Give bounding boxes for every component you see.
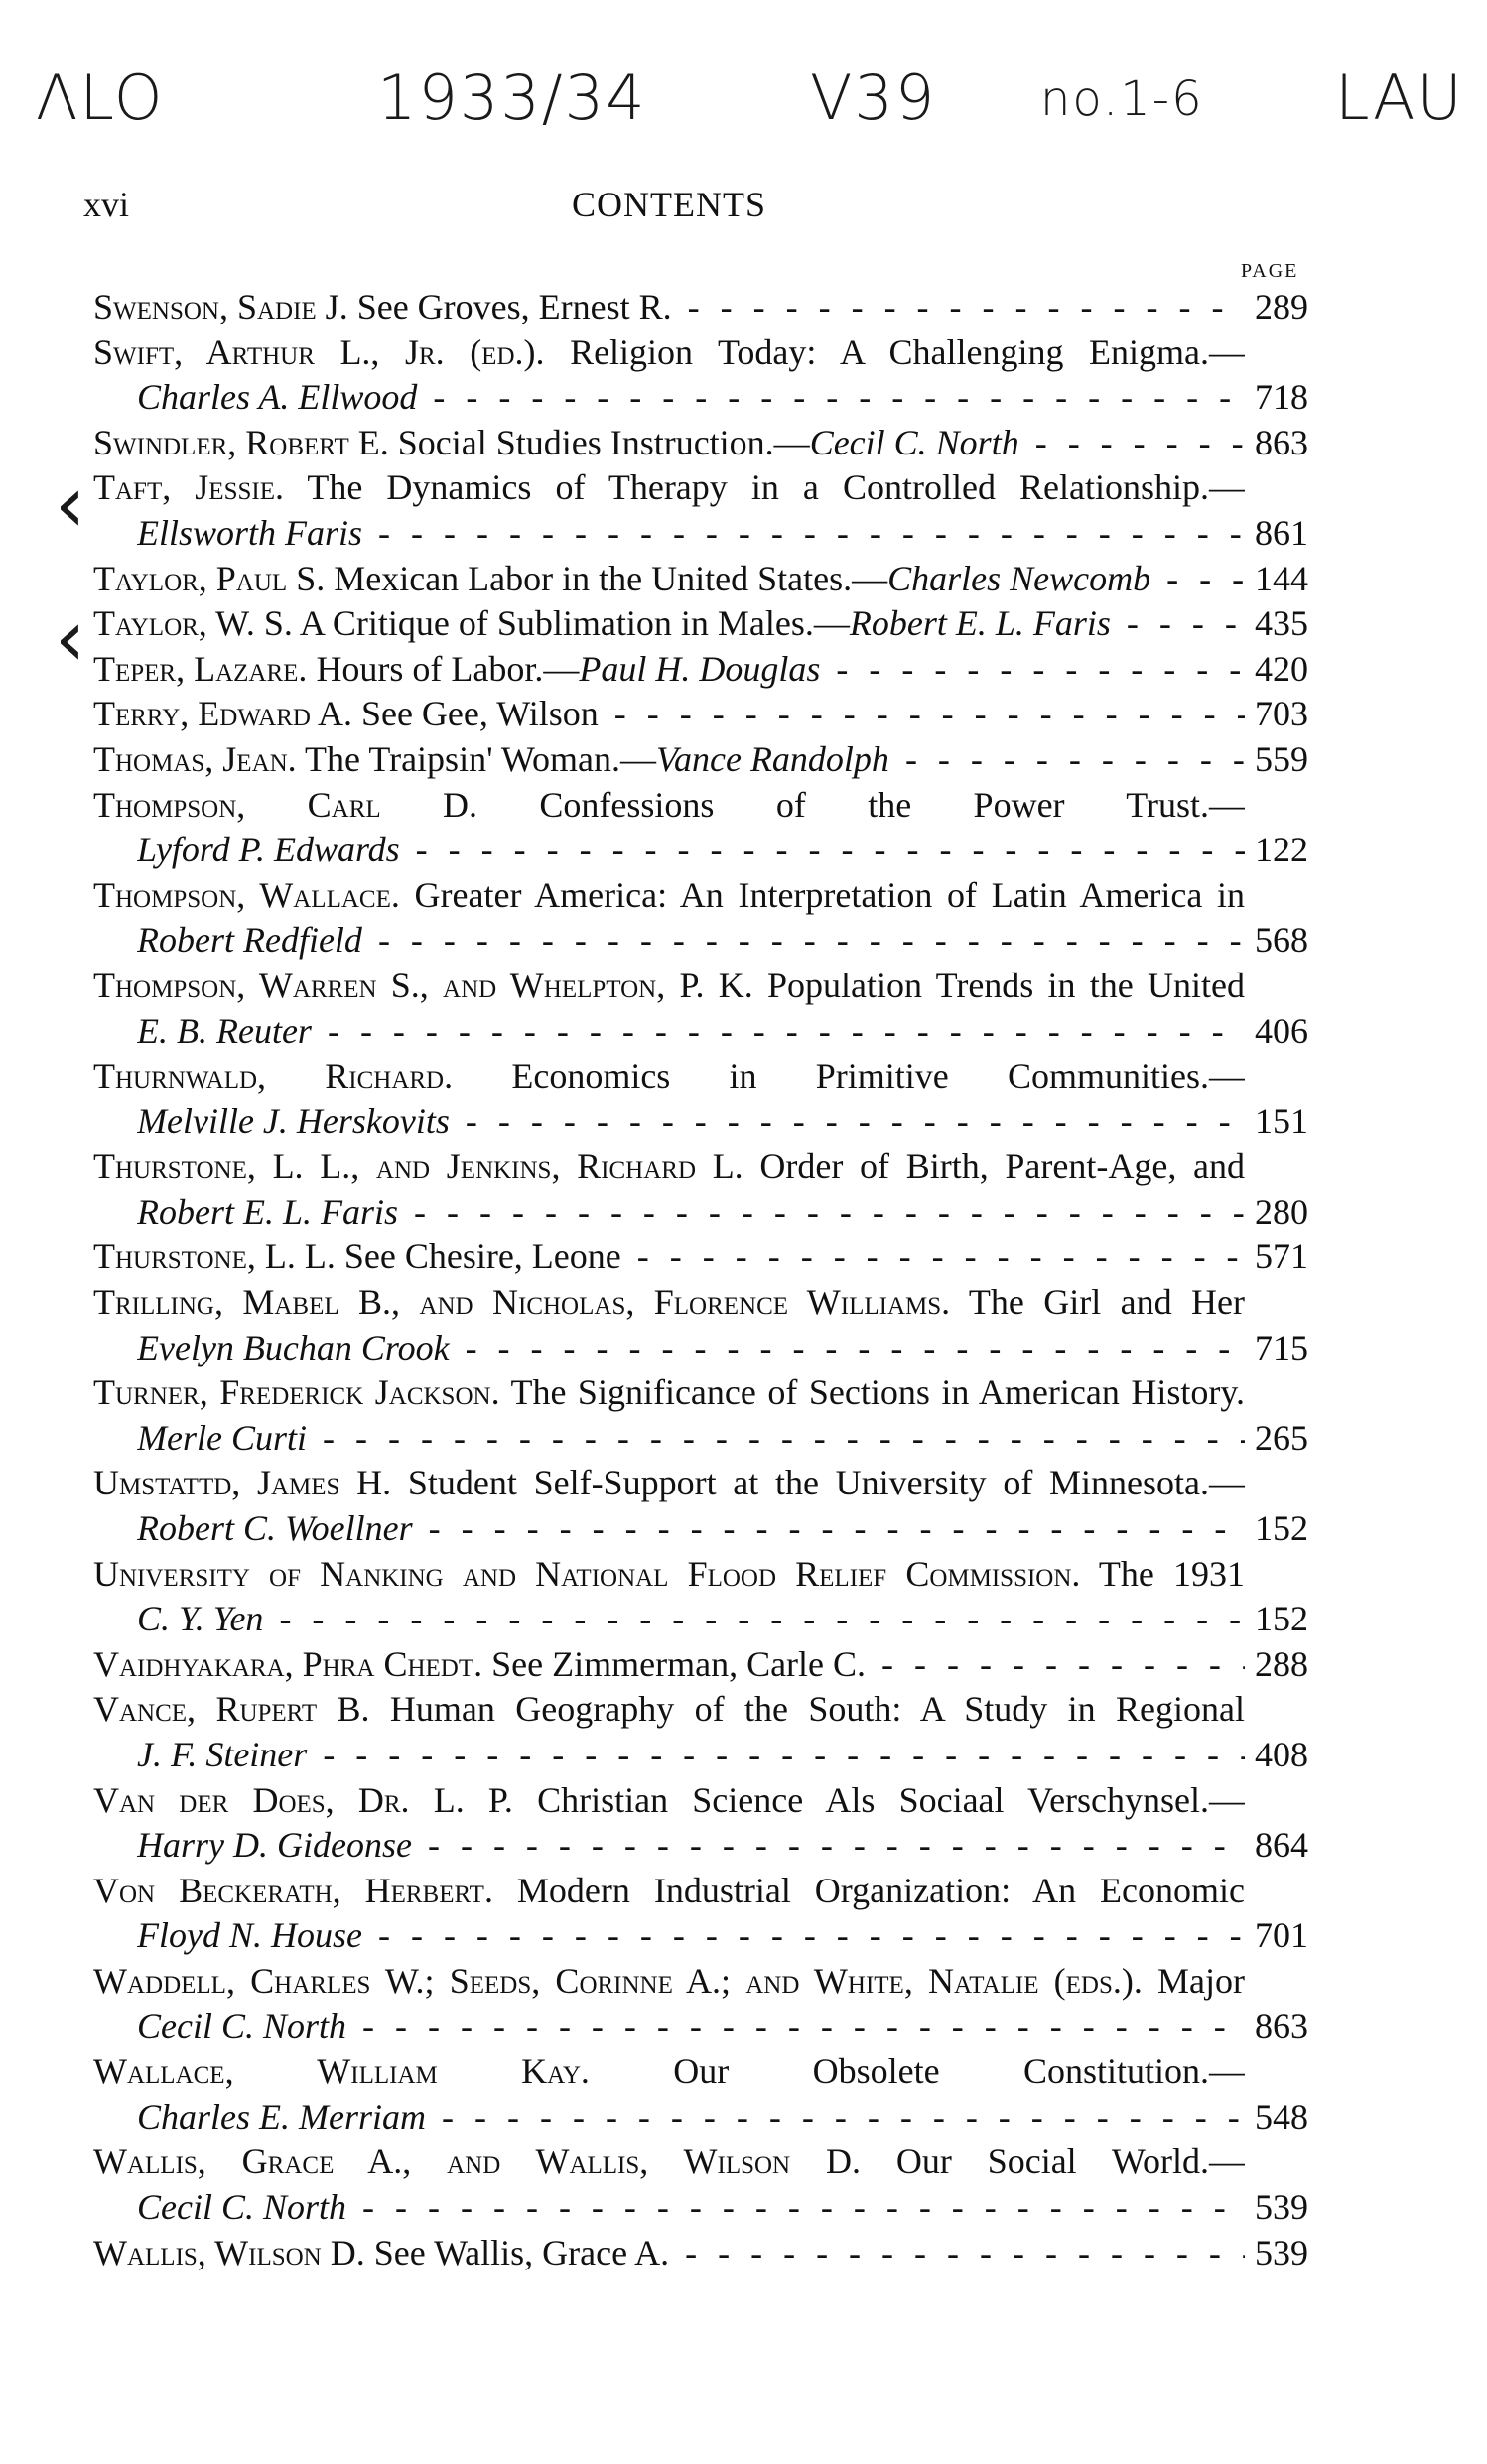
entry-title: Economics in Primitive Communities.— — [511, 1056, 1245, 1097]
entry-page-number: 863 — [1255, 2006, 1308, 2046]
entry-author: Terry, Edward A. — [93, 694, 352, 734]
entry-page-number: 152 — [1255, 1599, 1308, 1639]
entry-page-number: 718 — [1255, 377, 1308, 418]
entry-title: The Traipsin' Woman.— — [305, 738, 656, 779]
handwritten-mark: no.1-6 — [1040, 71, 1204, 127]
contents-entry — [93, 285, 1344, 330]
contents-entry — [93, 421, 1344, 466]
entry-title: See Chesire, Leone — [343, 1236, 621, 1277]
entry-author: University of Nanking and National Flood Relief Commission. — [93, 1553, 1081, 1594]
entry-title: The 1931 — [1098, 1553, 1245, 1594]
entry-page-number: 151 — [1255, 1101, 1308, 1141]
entry-page-number: 408 — [1255, 1735, 1308, 1774]
entry-author: Taylor, Paul S. — [93, 558, 326, 598]
entry-author: Swenson, Sadie J. — [93, 287, 348, 326]
entry-author: Vance, Rupert B. — [93, 1689, 370, 1730]
entry-page-number: 559 — [1255, 738, 1308, 779]
entry-author: Wallis, Wilson D. — [93, 2232, 365, 2272]
entry-author: Taft, Jessie. — [93, 467, 284, 508]
handwritten-shelf-marks — [0, 62, 1487, 161]
entry-page-number: 861 — [1255, 512, 1308, 553]
entry-author: Thomas, Jean. — [93, 738, 297, 779]
entry-page-number: 144 — [1255, 558, 1308, 598]
entry-title: Our Obsolete Constitution.— — [673, 2051, 1245, 2092]
contents-entry — [93, 1054, 1344, 1144]
entry-title: Christian Science Als Sociaal Verschynsel.— — [537, 1779, 1245, 1820]
entry-title: See Zimmerman, Carle C. — [491, 1643, 867, 1684]
entry-title: Religion Today: A Challenging Enigma.— — [570, 331, 1245, 372]
entry-page-number: 864 — [1255, 1825, 1308, 1866]
contents-entry — [93, 692, 1344, 737]
margin-mark: ‹ — [55, 594, 86, 684]
page-number: xvi — [83, 185, 130, 224]
entry-reviewer: C. Y. Yen — [137, 1599, 264, 1639]
contents-entry — [93, 1461, 1344, 1551]
entry-page-number: 152 — [1255, 1508, 1308, 1549]
entry-title: Modern Industrial Organization: An Economic — [516, 1870, 1245, 1910]
entry-page-number: 568 — [1255, 920, 1308, 961]
contents-entry — [93, 1280, 1344, 1370]
entry-author: Thurstone, L. L., and Jenkins, Richard L. — [93, 1146, 744, 1187]
contents-entry — [93, 1778, 1344, 1869]
contents-entry — [93, 783, 1344, 873]
entry-page-number: 539 — [1255, 2186, 1308, 2227]
entry-author: Swindler, Robert E. — [93, 422, 389, 462]
contents-entry — [93, 1687, 1344, 1777]
contents-entry — [93, 737, 1344, 783]
entry-author: Swift, Arthur L., Jr. (ed.). — [93, 331, 545, 372]
contents-entry — [93, 330, 1344, 421]
entry-reviewer: Robert Redfield — [137, 920, 362, 961]
page-title: CONTENTS — [572, 185, 766, 224]
entry-title: See Wallis, Grace A. — [373, 2232, 670, 2272]
contents-entry — [93, 465, 1344, 556]
entry-page-number: 571 — [1255, 1236, 1308, 1277]
entry-title: The Girl and Her — [968, 1282, 1245, 1323]
entry-reviewer: Floyd N. House — [137, 1915, 362, 1956]
entry-page-number: 863 — [1255, 422, 1308, 462]
entry-author: Von Beckerath, Herbert. — [93, 1870, 493, 1910]
entry-author: Wallace, William Kay. — [93, 2051, 590, 2092]
contents-entry — [93, 601, 1344, 647]
entry-author: Van der Does, Dr. L. P. — [93, 1779, 513, 1820]
page-header — [83, 184, 1255, 233]
entry-reviewer: Cecil C. North — [137, 2186, 347, 2227]
entry-title: See Groves, Ernest R. — [356, 287, 672, 326]
entry-reviewer: Robert E. L. Faris — [137, 1191, 399, 1232]
contents-entry — [93, 2231, 1344, 2276]
entry-title: See Gee, Wilson — [360, 694, 599, 734]
entry-author: Thompson, Carl D. — [93, 784, 478, 825]
entry-title: Greater America: An Interpretation of Latin America in — [414, 874, 1245, 915]
contents-entry — [93, 1869, 1344, 1959]
contents-entry — [93, 873, 1344, 964]
contents-entry — [93, 647, 1344, 693]
entry-page-number: 265 — [1255, 1417, 1308, 1458]
entry-title: A Critique of Sublimation in Males.— — [299, 603, 850, 644]
entry-author: Trilling, Mabel B., and Nicholas, Florence Williams. — [93, 1282, 951, 1323]
handwritten-mark: LAU — [1335, 62, 1464, 134]
entry-reviewer: Robert E. L. Faris — [849, 603, 1111, 644]
contents-entry — [93, 1959, 1344, 2049]
entry-page-number: 420 — [1255, 648, 1308, 689]
entry-reviewer: Robert C. Woellner — [137, 1508, 413, 1549]
entry-author: Taylor, W. S. — [93, 603, 293, 644]
contents-entry — [93, 2140, 1344, 2230]
entry-reviewer: Charles Newcomb — [887, 558, 1151, 598]
page-column-label: PAGE — [1241, 260, 1299, 282]
entry-page-number: 435 — [1255, 603, 1308, 644]
entry-reviewer: Evelyn Buchan Crook — [137, 1327, 450, 1367]
entry-reviewer: Paul H. Douglas — [579, 648, 821, 689]
entry-author: Waddell, Charles W.; Seeds, Corinne A.; and White, Natalie (eds.). — [93, 1960, 1143, 2001]
entry-title: Population Trends in the United — [767, 965, 1245, 1005]
entry-page-number: 703 — [1255, 694, 1308, 734]
entry-title: Human Geography of the South: A Study in Regional — [389, 1689, 1245, 1730]
entry-reviewer: Lyford P. Edwards — [137, 830, 400, 870]
entry-page-number: 406 — [1255, 1010, 1308, 1051]
contents-list — [93, 285, 1344, 2275]
entry-author: Thurnwald, Richard. — [93, 1056, 454, 1097]
contents-entry — [93, 1642, 1344, 1688]
entry-title: Social Studies Instruction.— — [397, 422, 810, 462]
entry-reviewer: Ellsworth Faris — [137, 512, 363, 553]
contents-entry — [93, 1370, 1344, 1461]
entry-author: Vaidhyakara, Phra Chedt. — [93, 1643, 483, 1684]
entry-title: Our Social World.— — [895, 2141, 1245, 2182]
contents-entry — [93, 1144, 1344, 1234]
entry-reviewer: Charles A. Ellwood — [137, 377, 418, 418]
entry-page-number: 701 — [1255, 1915, 1308, 1956]
entry-title: Order of Birth, Parent-Age, and — [759, 1146, 1245, 1187]
entry-title: Hours of Labor.— — [316, 648, 580, 689]
handwritten-mark: 1933/34 — [377, 62, 647, 134]
entry-title: Mexican Labor in the United States.— — [334, 558, 888, 598]
margin-mark: ‹ — [55, 460, 86, 550]
entry-page-number: 122 — [1255, 830, 1308, 870]
contents-entry — [93, 1552, 1344, 1642]
entry-title: Confessions of the Power Trust.— — [539, 784, 1245, 825]
entry-reviewer: Charles E. Merriam — [137, 2096, 426, 2137]
entry-page-number: 539 — [1255, 2232, 1308, 2272]
contents-entry — [93, 2049, 1344, 2140]
entry-page-number: 289 — [1255, 287, 1308, 326]
entry-author: Umstattd, James H. — [93, 1463, 392, 1503]
entry-reviewer: Vance Randolph — [655, 738, 889, 779]
entry-page-number: 548 — [1255, 2096, 1308, 2137]
entry-author: Turner, Frederick Jackson. — [93, 1372, 500, 1413]
entry-title: Major — [1157, 1960, 1245, 2001]
entry-page-number: 715 — [1255, 1327, 1308, 1367]
entry-author: Thurstone, L. L. — [93, 1236, 336, 1277]
entry-reviewer: Cecil C. North — [809, 422, 1019, 462]
entry-title: The Significance of Sections in American History. — [510, 1372, 1245, 1413]
contents-entry — [93, 964, 1344, 1054]
entry-author: Wallis, Grace A., and Wallis, Wilson D. — [93, 2141, 861, 2182]
entry-reviewer: Melville J. Herskovits — [137, 1101, 450, 1141]
entry-reviewer: J. F. Steiner — [137, 1735, 308, 1774]
entry-reviewer: E. B. Reuter — [137, 1010, 312, 1051]
entry-reviewer: Cecil C. North — [137, 2006, 347, 2046]
entry-author: Thompson, Warren S., and Whelpton, P. K. — [93, 965, 753, 1005]
contents-entry — [93, 557, 1344, 602]
entry-author: Teper, Lazare. — [93, 648, 308, 689]
entry-author: Thompson, Wallace. — [93, 874, 400, 915]
handwritten-mark: V39 — [810, 62, 937, 134]
handwritten-mark: ΛLO — [36, 62, 165, 134]
entry-reviewer: Harry D. Gideonse — [137, 1825, 412, 1866]
entry-reviewer: Merle Curti — [137, 1417, 307, 1458]
contents-entry — [93, 1234, 1344, 1280]
entry-title: Student Self-Support at the University of Minnesota.— — [407, 1463, 1245, 1503]
entry-title: The Dynamics of Therapy in a Controlled Relationship.— — [307, 467, 1245, 508]
entry-page-number: 288 — [1255, 1643, 1308, 1684]
entry-page-number: 280 — [1255, 1191, 1308, 1232]
